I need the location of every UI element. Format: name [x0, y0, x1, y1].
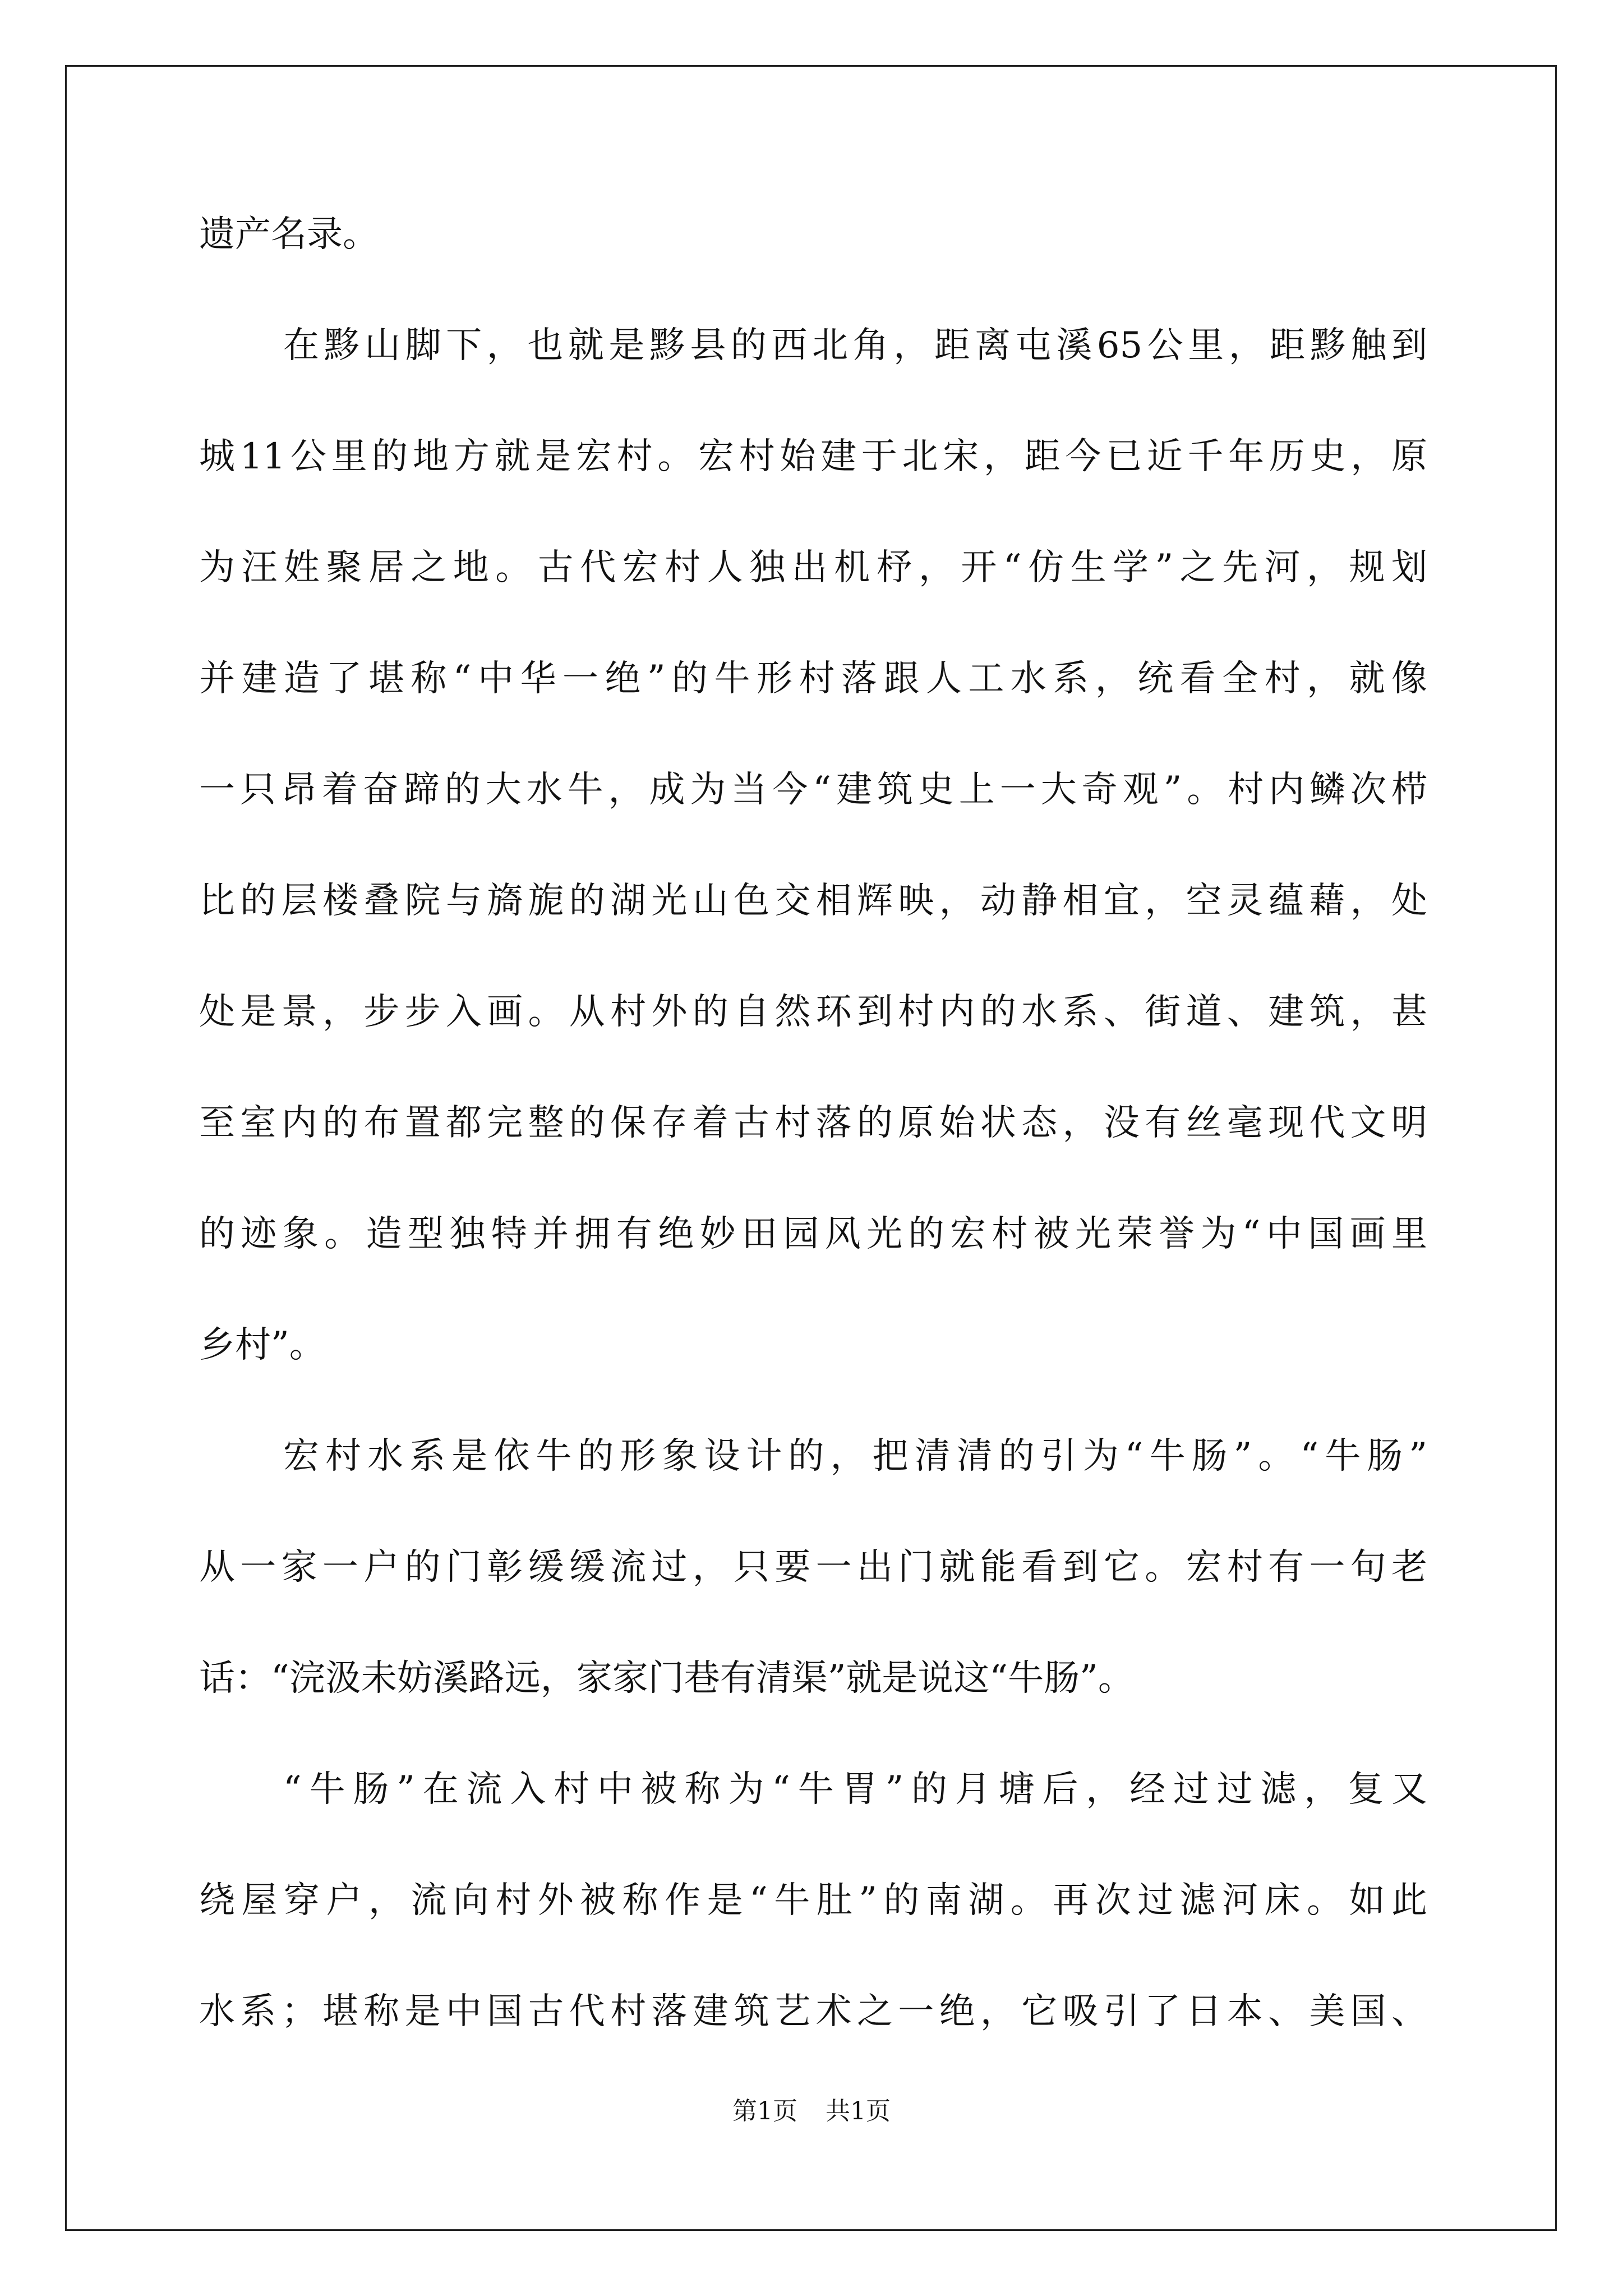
text-line: 水系；堪称是中国古代村落建筑艺术之一绝，它吸引了日本、美国、: [199, 1991, 1427, 2032]
text-line: 城11公里的地方就是宏村。宏村始建于北宋，距今已近千年历史，原: [199, 436, 1427, 477]
text-line: 乡村”。: [199, 1324, 325, 1366]
text-line: 绕屋穿户，流向村外被称作是“牛肚”的南湖。再次过滤河床。如此: [199, 1880, 1427, 1921]
text-line: 的迹象。造型独特并拥有绝妙田园风光的宏村被光荣誉为“中国画里: [199, 1213, 1427, 1255]
page-number: 第1页: [732, 2097, 797, 2125]
text-line: 至室内的布置都完整的保存着古村落的原始状态，没有丝毫现代文明: [199, 1102, 1427, 1144]
page-footer: [0, 2095, 1623, 2128]
text-line: 遗产名录。: [199, 214, 379, 255]
text-line: 从一家一户的门彰缓缓流过，只要一出门就能看到它。宏村有一句老: [199, 1547, 1427, 1588]
paragraph-start-line: 宏村水系是依牛的形象设计的，把清清的引为“牛肠”。“牛肠”: [283, 1435, 1427, 1477]
text-line: 处是景，步步入画。从村外的自然环到村内的水系、街道、建筑，甚: [199, 991, 1427, 1033]
text-line: 一只昂着奋蹄的大水牛，成为当今“建筑史上一大奇观”。村内鳞次栉: [199, 769, 1427, 811]
text-line: 为汪姓聚居之地。古代宏村人独出机杼，开“仿生学”之先河，规划: [199, 547, 1427, 588]
text-line: 并建造了堪称“中华一绝”的牛形村落跟人工水系，统看全村，就像: [199, 658, 1427, 700]
text-line: 话：“浣汲未妨溪路远，家家门巷有清渠”就是说这“牛肠”。: [199, 1658, 1134, 1699]
paragraph-start-line: 在黟山脚下，也就是黟县的西北角，距离屯溪65公里，距黟触到: [283, 325, 1427, 366]
paragraph-start-line: “牛肠”在流入村中被称为“牛胃”的月塘后，经过过滤，复又: [283, 1769, 1427, 1810]
page-total: 共1页: [826, 2097, 891, 2125]
text-line: 比的层楼叠院与旖旎的湖光山色交相辉映，动静相宜，空灵蕴藉，处: [199, 880, 1427, 922]
